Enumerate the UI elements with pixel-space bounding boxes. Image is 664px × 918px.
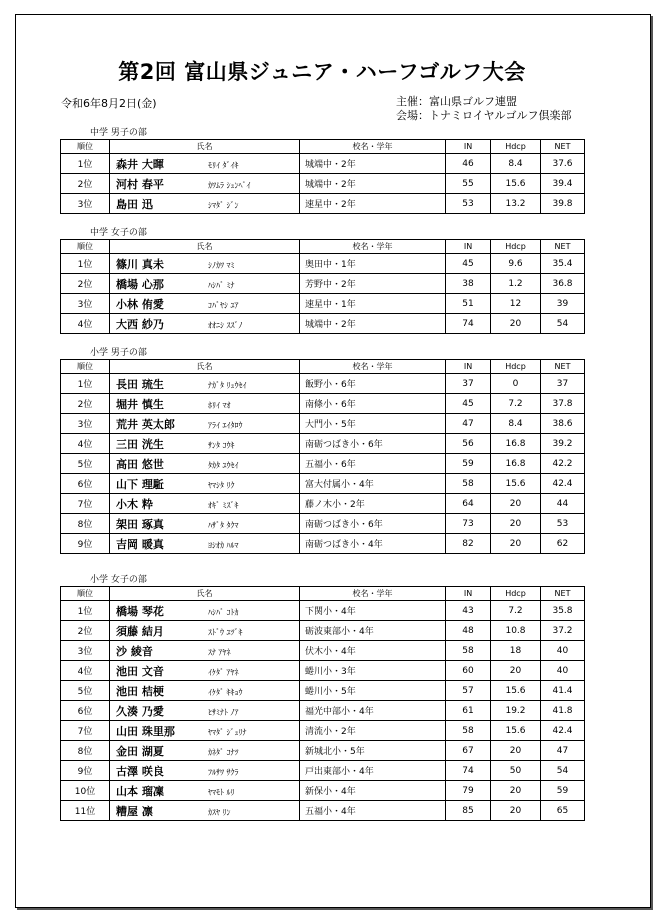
in-score-cell: 60: [446, 661, 491, 681]
organizer: 主催：富山県ゴルフ連盟: [396, 95, 517, 108]
player-name-kana: ｶｽﾔ ﾘﾝ: [208, 807, 231, 817]
school-cell: 蜷川小・3年: [300, 661, 446, 681]
table-row: [61, 741, 585, 761]
school-cell: 南砺つばき小・6年: [300, 434, 446, 454]
player-name-kana: ｶﾈﾀﾞ ｺﾅﾂ: [208, 747, 239, 757]
name-cell: [110, 781, 300, 801]
school-cell: 南砺つばき小・6年: [300, 514, 446, 534]
in-score-cell: 79: [446, 781, 491, 801]
net-score-cell: 41.4: [541, 681, 585, 701]
player-name-kana: ﾅｶﾞﾀ ﾘｭｳｾｲ: [208, 380, 247, 390]
header-school: 校名・学年: [300, 240, 446, 254]
in-score-cell: 67: [446, 741, 491, 761]
net-score-cell: 37: [541, 374, 585, 394]
player-name: 河村 春平: [116, 177, 164, 191]
rank-cell: 1位: [61, 254, 110, 274]
player-name: 吉岡 暖真: [116, 537, 164, 551]
net-score-cell: 35.8: [541, 601, 585, 621]
rank-cell: 5位: [61, 454, 110, 474]
player-name-kana: ﾋｻﾐﾅﾄ ﾉｱ: [208, 707, 239, 717]
school-cell: 清流小・2年: [300, 721, 446, 741]
hdcp-cell: 50: [491, 761, 541, 781]
name-cell: [110, 194, 300, 214]
table-row: [61, 601, 585, 621]
header-school: 校名・学年: [300, 140, 446, 154]
net-score-cell: 40: [541, 661, 585, 681]
table-row: [61, 274, 585, 294]
school-cell: 蜷川小・5年: [300, 681, 446, 701]
rank-cell: 4位: [61, 314, 110, 334]
net-score-cell: 47: [541, 741, 585, 761]
hdcp-cell: 0: [491, 374, 541, 394]
venue: 会場：トナミロイヤルゴルフ倶楽部: [396, 109, 572, 122]
in-score-cell: 85: [446, 801, 491, 821]
rank-cell: 10位: [61, 781, 110, 801]
table-row: [61, 394, 585, 414]
net-score-cell: 37.6: [541, 154, 585, 174]
rank-cell: 1位: [61, 154, 110, 174]
hdcp-cell: 18: [491, 641, 541, 661]
header-in: IN: [446, 587, 491, 601]
name-cell: [110, 761, 300, 781]
hdcp-cell: 16.8: [491, 434, 541, 454]
name-cell: [110, 681, 300, 701]
net-score-cell: 38.6: [541, 414, 585, 434]
net-score-cell: 42.2: [541, 454, 585, 474]
in-score-cell: 43: [446, 601, 491, 621]
rank-cell: 8位: [61, 741, 110, 761]
hdcp-cell: 20: [491, 661, 541, 681]
name-cell: [110, 621, 300, 641]
player-name: 橋場 心那: [116, 277, 164, 291]
name-cell: [110, 661, 300, 681]
net-score-cell: 35.4: [541, 254, 585, 274]
rank-cell: 3位: [61, 294, 110, 314]
hdcp-cell: 20: [491, 781, 541, 801]
header-name: 氏名: [110, 240, 300, 254]
hdcp-cell: 15.6: [491, 721, 541, 741]
player-name: 小木 粋: [116, 497, 153, 511]
name-cell: [110, 641, 300, 661]
school-cell: 南砺つばき小・4年: [300, 534, 446, 554]
net-score-cell: 62: [541, 534, 585, 554]
player-name-kana: ﾊｼﾊﾞ ｺﾄｶ: [208, 607, 239, 617]
rank-cell: 4位: [61, 434, 110, 454]
event-date: 令和6年8月2日(金): [61, 97, 157, 110]
name-cell: [110, 741, 300, 761]
header-hdcp: Hdcp: [491, 360, 541, 374]
player-name: 森井 大暉: [116, 157, 164, 171]
table-header-row: [61, 360, 585, 374]
school-cell: 大門小・5年: [300, 414, 446, 434]
hdcp-cell: 20: [491, 514, 541, 534]
table-row: [61, 494, 585, 514]
in-score-cell: 58: [446, 474, 491, 494]
school-cell: 速星中・2年: [300, 194, 446, 214]
results-table: [60, 239, 585, 334]
school-cell: 五福小・4年: [300, 801, 446, 821]
in-score-cell: 61: [446, 701, 491, 721]
school-cell: 砺波東部小・4年: [300, 621, 446, 641]
name-cell: [110, 434, 300, 454]
net-score-cell: 36.8: [541, 274, 585, 294]
player-name: 架田 琢真: [116, 517, 164, 531]
hdcp-cell: 20: [491, 801, 541, 821]
school-cell: 新保小・4年: [300, 781, 446, 801]
name-cell: [110, 314, 300, 334]
header-name: 氏名: [110, 140, 300, 154]
school-cell: 戸出東部小・4年: [300, 761, 446, 781]
player-name-kana: ﾌﾙｻﾜ ｻｸﾗ: [208, 767, 239, 777]
player-name: 沙 綾音: [116, 644, 153, 658]
player-name-kana: ｱﾗｲ ｴｲﾀﾛｳ: [208, 420, 243, 430]
organizer-block: [396, 95, 572, 123]
rank-cell: 3位: [61, 641, 110, 661]
table-row: [61, 721, 585, 741]
net-score-cell: 53: [541, 514, 585, 534]
player-name: 長田 琉生: [116, 377, 164, 391]
rank-cell: 4位: [61, 661, 110, 681]
name-cell: [110, 174, 300, 194]
header-net: NET: [541, 240, 585, 254]
header-rank: 順位: [61, 240, 110, 254]
header-school: 校名・学年: [300, 587, 446, 601]
header-hdcp: Hdcp: [491, 140, 541, 154]
hdcp-cell: 20: [491, 494, 541, 514]
header-net: NET: [541, 360, 585, 374]
player-name-kana: ｲｹﾀﾞ ｱﾔﾈ: [208, 667, 239, 677]
net-score-cell: 54: [541, 314, 585, 334]
table-header-row: [61, 587, 585, 601]
name-cell: [110, 154, 300, 174]
player-name-kana: ｼﾉｶﾜ ﾏﾐ: [208, 260, 235, 270]
hdcp-cell: 10.8: [491, 621, 541, 641]
header-name: 氏名: [110, 587, 300, 601]
player-name: 池田 文音: [116, 664, 164, 678]
hdcp-cell: 20: [491, 741, 541, 761]
name-cell: [110, 494, 300, 514]
player-name-kana: ﾓﾘｲ ﾀﾞｲｷ: [208, 160, 239, 170]
header-net: NET: [541, 140, 585, 154]
header-school: 校名・学年: [300, 360, 446, 374]
name-cell: [110, 414, 300, 434]
rank-cell: 6位: [61, 474, 110, 494]
in-score-cell: 48: [446, 621, 491, 641]
table-header-row: [61, 240, 585, 254]
net-score-cell: 39.4: [541, 174, 585, 194]
page-title: 第2回 富山県ジュニア・ハーフゴルフ大会: [118, 60, 526, 84]
player-name: 荒井 英太郎: [116, 417, 175, 431]
player-name: 小林 侑愛: [116, 297, 164, 311]
table-row: [61, 621, 585, 641]
hdcp-cell: 1.2: [491, 274, 541, 294]
rank-cell: 2位: [61, 174, 110, 194]
school-cell: 藤ノ木小・2年: [300, 494, 446, 514]
player-name: 須藤 結月: [116, 624, 164, 638]
player-name-kana: ｶﾜﾑﾗ ｼｭﾝﾍﾟｲ: [208, 180, 251, 190]
rank-cell: 9位: [61, 761, 110, 781]
school-cell: 福光中部小・4年: [300, 701, 446, 721]
player-name: 山田 珠里那: [116, 724, 175, 738]
player-name: 高田 悠世: [116, 457, 164, 471]
player-name-kana: ｽﾅ ｱﾔﾈ: [208, 647, 231, 657]
rank-cell: 9位: [61, 534, 110, 554]
rank-cell: 11位: [61, 801, 110, 821]
table-row: [61, 534, 585, 554]
table-row: [61, 174, 585, 194]
school-cell: 城端中・2年: [300, 314, 446, 334]
net-score-cell: 44: [541, 494, 585, 514]
school-cell: 奥田中・1年: [300, 254, 446, 274]
name-cell: [110, 801, 300, 821]
section-title: 小学 女子の部: [90, 575, 147, 585]
table-row: [61, 294, 585, 314]
player-name-kana: ﾖｼｵｶ ﾊﾙﾏ: [208, 540, 239, 550]
net-score-cell: 54: [541, 761, 585, 781]
rank-cell: 7位: [61, 494, 110, 514]
school-cell: 城端中・2年: [300, 174, 446, 194]
hdcp-cell: 9.6: [491, 254, 541, 274]
hdcp-cell: 15.6: [491, 681, 541, 701]
name-cell: [110, 514, 300, 534]
hdcp-cell: 7.2: [491, 601, 541, 621]
table-row: [61, 514, 585, 534]
header-hdcp: Hdcp: [491, 587, 541, 601]
school-cell: 南條小・6年: [300, 394, 446, 414]
name-cell: [110, 454, 300, 474]
school-cell: 城端中・2年: [300, 154, 446, 174]
in-score-cell: 45: [446, 394, 491, 414]
header-in: IN: [446, 360, 491, 374]
player-name: 久湊 乃愛: [116, 704, 164, 718]
player-name-kana: ﾔﾏﾀﾞ ｼﾞｭﾘﾅ: [208, 727, 247, 737]
hdcp-cell: 20: [491, 314, 541, 334]
results-table: [60, 586, 585, 821]
section-title: 中学 女子の部: [90, 228, 147, 238]
header-name: 氏名: [110, 360, 300, 374]
table-row: [61, 661, 585, 681]
net-score-cell: 39.2: [541, 434, 585, 454]
table-row: [61, 761, 585, 781]
in-score-cell: 82: [446, 534, 491, 554]
in-score-cell: 59: [446, 454, 491, 474]
in-score-cell: 74: [446, 314, 491, 334]
table-row: [61, 374, 585, 394]
section-title: 中学 男子の部: [90, 128, 147, 138]
in-score-cell: 73: [446, 514, 491, 534]
hdcp-cell: 8.4: [491, 154, 541, 174]
name-cell: [110, 274, 300, 294]
rank-cell: 5位: [61, 681, 110, 701]
table-row: [61, 801, 585, 821]
table-row: [61, 434, 585, 454]
header-rank: 順位: [61, 587, 110, 601]
player-name: 糟屋 凛: [116, 804, 153, 818]
header-net: NET: [541, 587, 585, 601]
in-score-cell: 55: [446, 174, 491, 194]
in-score-cell: 46: [446, 154, 491, 174]
school-cell: 新城北小・5年: [300, 741, 446, 761]
player-name-kana: ﾎﾘｲ ﾏｵ: [208, 400, 231, 410]
hdcp-cell: 13.2: [491, 194, 541, 214]
player-name-kana: ｺﾊﾞﾔｼ ﾕｱ: [208, 300, 239, 310]
in-score-cell: 45: [446, 254, 491, 274]
rank-cell: 1位: [61, 374, 110, 394]
net-score-cell: 41.8: [541, 701, 585, 721]
rank-cell: 2位: [61, 274, 110, 294]
hdcp-cell: 7.2: [491, 394, 541, 414]
table-row: [61, 681, 585, 701]
player-name-kana: ﾊｻﾞﾀ ﾀｸﾏ: [208, 520, 239, 530]
in-score-cell: 38: [446, 274, 491, 294]
in-score-cell: 74: [446, 761, 491, 781]
section-title: 小学 男子の部: [90, 348, 147, 358]
in-score-cell: 51: [446, 294, 491, 314]
school-cell: 伏木小・4年: [300, 641, 446, 661]
name-cell: [110, 254, 300, 274]
player-name: 古澤 咲良: [116, 764, 164, 778]
hdcp-cell: 12: [491, 294, 541, 314]
in-score-cell: 64: [446, 494, 491, 514]
net-score-cell: 59: [541, 781, 585, 801]
rank-cell: 6位: [61, 701, 110, 721]
table-row: [61, 154, 585, 174]
player-name-kana: ｻﾝﾀ ｺｳｷ: [208, 440, 235, 450]
name-cell: [110, 294, 300, 314]
player-name-kana: ﾔﾏｼﾀ ﾘｸ: [208, 480, 235, 490]
net-score-cell: 37.8: [541, 394, 585, 414]
name-cell: [110, 374, 300, 394]
hdcp-cell: 20: [491, 534, 541, 554]
player-name: 金田 湖夏: [116, 744, 164, 758]
player-name: 堀井 慎生: [116, 397, 164, 411]
school-cell: 下関小・4年: [300, 601, 446, 621]
player-name: 大西 紗乃: [116, 317, 164, 331]
table-row: [61, 314, 585, 334]
name-cell: [110, 701, 300, 721]
player-name-kana: ﾔﾏﾓﾄ ﾙﾘ: [208, 787, 235, 797]
rank-cell: 7位: [61, 721, 110, 741]
name-cell: [110, 394, 300, 414]
player-name-kana: ｽﾄﾞｳ ﾕﾂﾞｷ: [208, 627, 243, 637]
name-cell: [110, 601, 300, 621]
player-name: 山本 瑠凜: [116, 784, 164, 798]
player-name-kana: ｵｷﾞ ﾐｽﾞｷ: [208, 500, 239, 510]
table-row: [61, 641, 585, 661]
rank-cell: 1位: [61, 601, 110, 621]
in-score-cell: 37: [446, 374, 491, 394]
table-row: [61, 194, 585, 214]
name-cell: [110, 474, 300, 494]
table-row: [61, 701, 585, 721]
player-name: 島田 迅: [116, 197, 153, 211]
header-rank: 順位: [61, 360, 110, 374]
school-cell: 速星中・1年: [300, 294, 446, 314]
net-score-cell: 40: [541, 641, 585, 661]
table-row: [61, 474, 585, 494]
rank-cell: 3位: [61, 414, 110, 434]
player-name: 山下 理駈: [116, 477, 164, 491]
name-cell: [110, 721, 300, 741]
table-header-row: [61, 140, 585, 154]
results-table: [60, 359, 585, 554]
hdcp-cell: 19.2: [491, 701, 541, 721]
header-rank: 順位: [61, 140, 110, 154]
in-score-cell: 58: [446, 721, 491, 741]
player-name: 篠川 真未: [116, 257, 164, 271]
hdcp-cell: 8.4: [491, 414, 541, 434]
rank-cell: 2位: [61, 394, 110, 414]
in-score-cell: 58: [446, 641, 491, 661]
table-row: [61, 414, 585, 434]
school-cell: 芳野中・2年: [300, 274, 446, 294]
header-in: IN: [446, 240, 491, 254]
player-name-kana: ｲｹﾀﾞ ｷｷｮｳ: [208, 687, 243, 697]
player-name: 橋場 琴花: [116, 604, 164, 618]
in-score-cell: 47: [446, 414, 491, 434]
net-score-cell: 42.4: [541, 474, 585, 494]
rank-cell: 2位: [61, 621, 110, 641]
net-score-cell: 42.4: [541, 721, 585, 741]
header-in: IN: [446, 140, 491, 154]
table-row: [61, 454, 585, 474]
player-name: 三田 洸生: [116, 437, 164, 451]
player-name-kana: ｼﾏﾀﾞ ｼﾞﾝ: [208, 200, 239, 210]
hdcp-cell: 15.6: [491, 174, 541, 194]
player-name-kana: ﾀｶﾀ ﾕｳｾｲ: [208, 460, 239, 470]
rank-cell: 8位: [61, 514, 110, 534]
hdcp-cell: 16.8: [491, 454, 541, 474]
header-hdcp: Hdcp: [491, 240, 541, 254]
rank-cell: 3位: [61, 194, 110, 214]
net-score-cell: 65: [541, 801, 585, 821]
in-score-cell: 53: [446, 194, 491, 214]
school-cell: 富大付属小・4年: [300, 474, 446, 494]
player-name-kana: ｵｵﾆｼ ｽｽﾞﾉ: [208, 320, 243, 330]
player-name: 池田 桔梗: [116, 684, 164, 698]
school-cell: 飯野小・6年: [300, 374, 446, 394]
player-name-kana: ﾊｼﾊﾞ ﾐﾅ: [208, 280, 235, 290]
in-score-cell: 57: [446, 681, 491, 701]
table-row: [61, 781, 585, 801]
net-score-cell: 39: [541, 294, 585, 314]
net-score-cell: 37.2: [541, 621, 585, 641]
net-score-cell: 39.8: [541, 194, 585, 214]
results-table: [60, 139, 585, 214]
table-row: [61, 254, 585, 274]
in-score-cell: 56: [446, 434, 491, 454]
hdcp-cell: 15.6: [491, 474, 541, 494]
name-cell: [110, 534, 300, 554]
school-cell: 五福小・6年: [300, 454, 446, 474]
